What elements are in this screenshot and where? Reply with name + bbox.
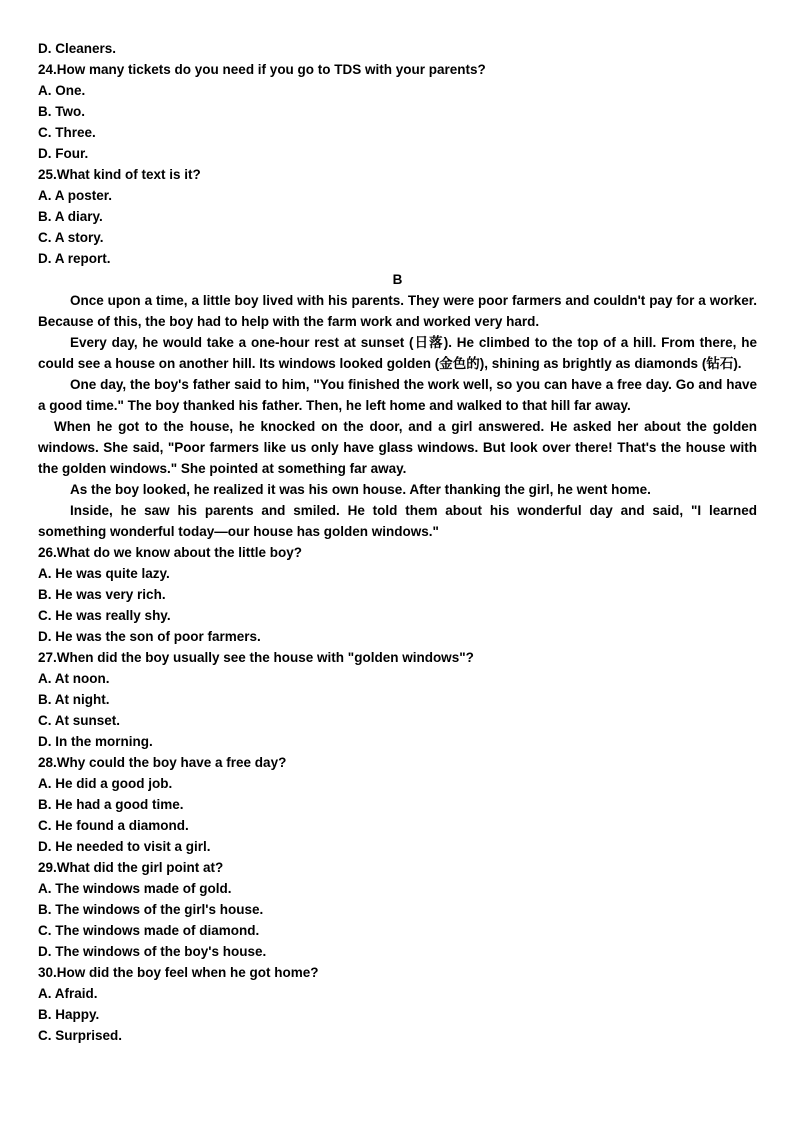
- document-page: [38, 38, 757, 1046]
- option-c: C. Surprised.: [38, 1028, 123, 1043]
- option-b: B. He was very rich.: [38, 587, 166, 602]
- question-26: [38, 542, 757, 647]
- option-d: D. In the morning.: [38, 734, 153, 749]
- passage-paragraph: Every day, he would take a one-hour rest at sunset (日落). He climbed to the top of a hill. From there, he could see a house on another hill. Its windows looked golden (金色的), shining as brightly as diamonds (钻石).: [38, 335, 757, 371]
- question-29: [38, 857, 757, 962]
- question-25: [38, 164, 757, 269]
- option-c: C. At sunset.: [38, 713, 121, 728]
- question-text: 24.How many tickets do you need if you go to TDS with your parents?: [38, 62, 486, 77]
- question-text: 29.What did the girl point at?: [38, 860, 224, 875]
- question-text: 30.How did the boy feel when he got home?: [38, 965, 319, 980]
- question-text: 27.When did the boy usually see the house with "golden windows"?: [38, 650, 474, 665]
- option-d: D. He was the son of poor farmers.: [38, 629, 261, 644]
- option-23-d: D. Cleaners.: [38, 41, 117, 56]
- option-c: C. Three.: [38, 125, 96, 140]
- option-c: C. The windows made of diamond.: [38, 923, 260, 938]
- passage-paragraph: Inside, he saw his parents and smiled. He told them about his wonderful day and said, "I learned something wonderful today—our house has golden windows.": [38, 503, 757, 539]
- option-b: B. A diary.: [38, 209, 103, 224]
- passage-paragraph: As the boy looked, he realized it was his own house. After thanking the girl, he went home.: [70, 482, 651, 497]
- option-b: B. At night.: [38, 692, 110, 707]
- option-a: A. The windows made of gold.: [38, 881, 232, 896]
- section-heading-b: B: [392, 272, 403, 287]
- question-24: [38, 59, 757, 164]
- option-c: C. He found a diamond.: [38, 818, 189, 833]
- passage-paragraph: When he got to the house, he knocked on the door, and a girl answered. He asked her about the golden windows. She said, "Poor farmers like us only have glass windows. But look over there! That's the house with the golden windows." She pointed at something far away.: [38, 419, 757, 476]
- option-a: A. Afraid.: [38, 986, 98, 1001]
- passage-paragraph: Once upon a time, a little boy lived with his parents. They were poor farmers and couldn't pay for a worker. Because of this, the boy had to help with the farm work and worked very hard.: [38, 293, 757, 329]
- option-a: A. He did a good job.: [38, 776, 173, 791]
- passage-paragraph: One day, the boy's father said to him, "You finished the work well, so you can have a free day. Go and have a good time." The boy thanked his father. Then, he left home and walked to that hill far away.: [38, 377, 757, 413]
- option-c: C. He was really shy.: [38, 608, 171, 623]
- option-b: B. Happy.: [38, 1007, 100, 1022]
- question-28: [38, 752, 757, 857]
- option-b: B. He had a good time.: [38, 797, 184, 812]
- question-text: 28.Why could the boy have a free day?: [38, 755, 287, 770]
- option-d: D. He needed to visit a girl.: [38, 839, 211, 854]
- option-a: A. One.: [38, 83, 86, 98]
- option-d: D. A report.: [38, 251, 111, 266]
- option-c: C. A story.: [38, 230, 104, 245]
- question-text: 25.What kind of text is it?: [38, 167, 201, 182]
- option-a: A. At noon.: [38, 671, 110, 686]
- question-30: [38, 962, 757, 1046]
- question-text: 26.What do we know about the little boy?: [38, 545, 303, 560]
- option-b: B. Two.: [38, 104, 85, 119]
- option-d: D. The windows of the boy's house.: [38, 944, 267, 959]
- question-27: [38, 647, 757, 752]
- option-b: B. The windows of the girl's house.: [38, 902, 264, 917]
- option-a: A. A poster.: [38, 188, 113, 203]
- option-d: D. Four.: [38, 146, 89, 161]
- reading-passage: [38, 290, 757, 542]
- option-a: A. He was quite lazy.: [38, 566, 170, 581]
